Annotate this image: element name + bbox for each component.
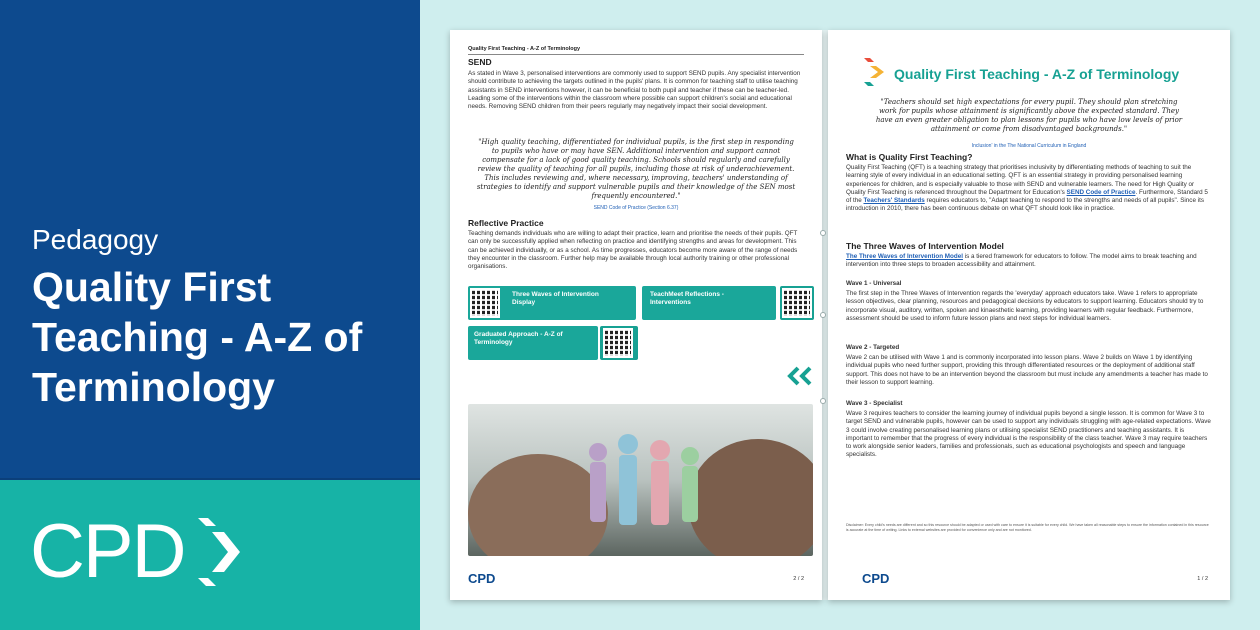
qr-code-icon — [470, 288, 500, 318]
curriculum-link[interactable]: The National Curriculum in England — [1007, 143, 1087, 149]
wave1-heading: Wave 1 - Universal — [846, 280, 902, 287]
page-1 — [828, 30, 1230, 600]
qr-code-icon — [603, 328, 633, 358]
source-prefix: Inclusion' in the — [971, 143, 1008, 149]
text-span: . Furthermore, Standard 5 of the — [846, 188, 1208, 205]
what-heading: What is Quality First Teaching? — [846, 152, 973, 162]
chevron-logo-icon — [190, 512, 254, 592]
wave3-paragraph: Wave 3 requires teachers to consider the learning journey of individual pupils beyond a single lesson. It is common for Wave 3 to target SEND and vulnerable pupils, however can be used to support any individuals struggling with age-related expectations. Wave 3 could involve creating personalised learning plans or utilising specialist SEND practitioners and teaching assistants. It is important to remember that the progress of every individual is the responsibility of the class teacher. Wave 3 may require teachers to work alongside senior leaders, families and professionals, such as educational psychologists and speech and language specialists. — [846, 410, 1211, 459]
resource-card[interactable] — [468, 286, 636, 320]
card-label: Three Waves of Intervention Display — [512, 291, 599, 306]
send-heading: SEND — [468, 57, 492, 67]
quote-source — [846, 143, 1212, 149]
send-quote: "High quality teaching, differentiated for individual pupils, is the first step in responding to pupils who have or may have SEN. Additional intervention and support cannot compensate for a lack of good quality teaching. Schools should regularly and carefully review the quality of teaching for all pupils, including those at risk of underachievement. This includes reviewing and, where necessary, improving, teachers' understanding of strategies to identify and support vulnerable pupils and their knowledge of the SEN most frequently encountered." — [476, 138, 796, 200]
page-2 — [450, 30, 822, 600]
what-paragraph — [846, 164, 1212, 214]
footer-logo: CPD — [862, 571, 890, 586]
binder-hole — [820, 398, 826, 404]
double-chevron-icon — [786, 366, 812, 386]
cpd-logo — [30, 508, 254, 595]
card-label: TeachMeet Reflections - Interventions — [650, 291, 724, 306]
teachers-standards-link[interactable]: Teachers' Standards — [863, 197, 925, 205]
binder-hole — [820, 312, 826, 318]
resource-card[interactable] — [468, 326, 598, 360]
resource-card-qr[interactable] — [600, 326, 638, 360]
colour-chevron-icon — [862, 56, 888, 88]
text-span: is a tiered framework for educators to follow. The model aims to break teaching and intervention into three steps to broaden accessibility and attainment. — [846, 253, 1197, 269]
page-header: Quality First Teaching - A-Z of Terminology — [468, 46, 804, 55]
resource-card-qr[interactable] — [780, 286, 814, 320]
wave2-heading: Wave 2 - Targeted — [846, 344, 900, 351]
disclaimer-text: Disclaimer: Every child's needs are different and so this resource should be adapted or used with care to ensure it is suitable for every child. We have taken all reasonable steps to ensure the information contained in this resource is accurate at the time of writing. Links to external websites are provided for convenience only and are not monitored. — [846, 523, 1209, 532]
qr-code-icon — [782, 288, 812, 318]
text-span: Quality First Teaching (QFT) is a teaching strategy that prioritises inclusivity by differentiating methods of teaching to suit the learning style of every individual in an educational setting. QFT is an essential strategy in providing personalised learning experiences for children, and is especially valuable to those with SEND and vulnerable learners. The need for High Quality or Quality First Teaching is referenced throughout the Department for Education's — [846, 164, 1195, 196]
reflective-heading: Reflective Practice — [468, 218, 544, 228]
left-text-block — [32, 224, 412, 412]
title-line: Quality First — [32, 264, 272, 310]
product-title — [32, 262, 412, 412]
cpd-logo-text: CPD — [30, 509, 185, 594]
send-code-link[interactable]: SEND Code of Practice — [1066, 188, 1136, 196]
curriculum-quote: "Teachers should set high expectations for every pupil. They should plan stretching work for pupils whose attainment is significantly above the expected standard. They have an even greater obligation to plan lessons for pupils who have low levels of prior attainment or come from disadvantaged backgrounds." — [875, 98, 1183, 133]
hands-paper-people-photo — [468, 404, 813, 556]
waves-model-link[interactable]: The Three Waves of Intervention Model — [846, 253, 963, 260]
page-number: 1 / 2 — [1197, 576, 1208, 582]
title-line: Teaching - A-Z of — [32, 314, 363, 360]
wave1-paragraph: The first step in the Three Waves of Intervention regards the 'everyday' approach educators take. Wave 1 refers to appropriate lesson objectives, clear planning, resources and pedagogical decisions by educators to support learning. Educators should try to incorporate visual, auditory, written, spoken and kinaesthetic learning, providing learners with regular feedback. Furthermore, assessment should be used to inform future lesson plans and next steps for individual learners. — [846, 290, 1204, 322]
waves-heading: The Three Waves of Intervention Model — [846, 241, 1004, 251]
card-label: Graduated Approach - A-Z of Terminology — [474, 331, 563, 346]
quote-source: SEND Code of Practice (Section 6.37) — [593, 205, 679, 211]
binder-hole — [820, 230, 826, 236]
send-paragraph: As stated in Wave 3, personalised interventions are commonly used to support SEND pupils. Any specialist intervention should contribute to achieving the targets outlined in the pupils' plans. It is common for teaching staff to utilise teaching assistants in SEND interventions however, it can be beneficial to both pupil and teacher if these can be teacher-led. Leading some of the interventions within the classroom where possible can support children's social and educational needs. Removing SEND children from their peers regularly may negatively impact their social development. — [468, 70, 801, 111]
footer-logo: CPD — [468, 571, 496, 586]
waves-paragraph — [846, 253, 1212, 270]
paper-people-image — [468, 404, 813, 556]
document-title: Quality First Teaching - A-Z of Terminology — [894, 66, 1180, 82]
page-number: 2 / 2 — [793, 576, 804, 582]
resource-card[interactable] — [642, 286, 776, 320]
category-label: Pedagogy — [32, 224, 159, 255]
wave2-paragraph: Wave 2 can be utilised with Wave 1 and is commonly incorporated into lesson plans. Wave 2 builds on Wave 1 by identifying individual pupils who need further support, providing this through differentiated resources or the deployment of additional staff support. This does not have to be an intervention beyond the classroom but must include any amendments a teacher has made to their lesson to support learning. — [846, 354, 1208, 386]
text-span: requires educators to, "Adapt teaching to respond to the strengths and needs of all pupils". Since its introduction in 2010, there has been continuous debate on what QFT should look like in practice. — [846, 197, 1205, 213]
title-line: Terminology — [32, 364, 275, 410]
wave3-heading: Wave 3 - Specialist — [846, 400, 903, 407]
reflective-paragraph: Teaching demands individuals who are willing to adapt their practice, learn and prioritise the needs of their pupils. QFT can only be successfully applied when reflecting on practice and identifying strengths and areas for development. This can be achieved individually, or as a school. As time progresses, educators become more aware of the range of needs they encounter in the classroom. Further help may be available through local authority training or other professional organisations. — [468, 230, 798, 271]
